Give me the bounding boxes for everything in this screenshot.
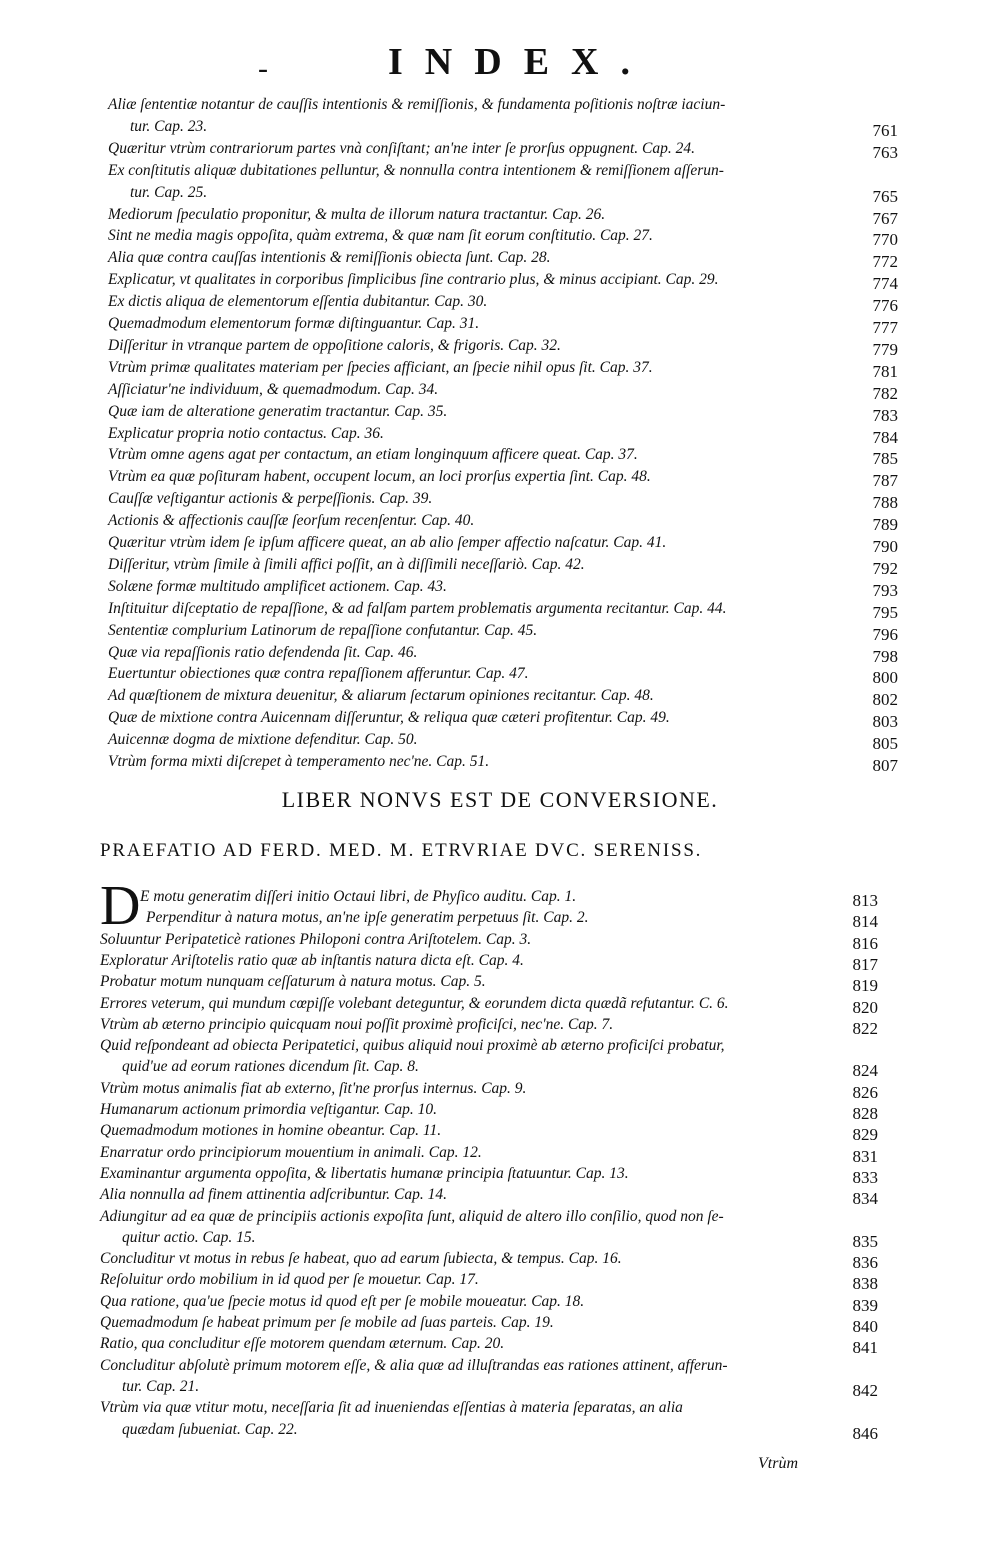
page-number: 841 — [852, 1338, 878, 1358]
index-entry-line: Inſtituitur diſceptatio de repaſſione, & ad falſam partem problematis argumenta recitantur. Cap. 44. — [108, 599, 727, 617]
preface-heading: PRAEFATIO AD FERD. MED. M. ETRVRIAE DVC. SERENISS. — [100, 840, 703, 861]
book-heading: LIBER NONVS EST DE CONVERSIONE. — [281, 787, 719, 812]
page-number: 777 — [872, 318, 898, 337]
page-number: 835 — [852, 1231, 878, 1251]
page-number: 813 — [852, 891, 878, 910]
page-number: 761 — [872, 120, 898, 140]
page-number: 824 — [852, 1061, 878, 1081]
index-entry-line: Vtrùm forma mixti diſcrepet à temperamento nec'ne. Cap. 51. — [108, 753, 490, 770]
page-number: 836 — [852, 1253, 878, 1273]
page-number: 772 — [872, 252, 898, 272]
index-entry-line: Quæ via repaſſionis ratio defendenda ſit. Cap. 46. — [108, 643, 418, 661]
page-number: 785 — [872, 449, 898, 469]
page-number: 834 — [852, 1189, 878, 1209]
index-entry-line: Euertuntur obiectiones quæ contra repaſſionem afferuntur. Cap. 47. — [108, 665, 529, 683]
index-entry-line: Concluditur abſolutè primum motorem eſſe, & alia quæ ad illuſtrandas eas rationes attinent, afferun- — [100, 1356, 728, 1374]
index-entry-line: Ex conſtitutis aliquæ dubitationes pelluntur, & nonnulla contra intentionem & remiſſionem aſſerun- — [108, 161, 724, 179]
page-number: 817 — [852, 954, 878, 974]
page-number: 774 — [872, 274, 898, 294]
index-entry-line: Qua ratione, qua'ue ſpecie motus id quod eſt per ſe mobile moueatur. Cap. 18. — [100, 1292, 585, 1310]
page-number: 796 — [872, 624, 898, 644]
index-entry-line: Explicatur propria notio contactus. Cap. 36. — [108, 424, 384, 442]
page-number: 765 — [872, 186, 898, 206]
page-number: 846 — [852, 1423, 878, 1443]
index-entry-line: Reſoluitur ordo mobilium in id quod per ſe mouetur. Cap. 17. — [100, 1271, 479, 1289]
index-entry-line: Cauſſæ veſtigantur actionis & perpeſſionis. Cap. 39. — [108, 490, 433, 508]
page-number: 779 — [872, 339, 898, 359]
index-entry-line: Aliæ ſententiæ notantur de cauſſis intentionis & remiſſionis, & fundamenta poſitionis noſtræ iaciun- — [108, 96, 726, 113]
dash-mark: - — [258, 52, 268, 85]
page-number: 839 — [852, 1295, 878, 1315]
index-entry-line: Vtrùm motus animalis fiat ab externo, ſit'ne prorſus internus. Cap. 9. — [100, 1079, 527, 1097]
index-entry-line: Examinantur argumenta oppoſita, & libertatis humanæ principia ſtatuuntur. Cap. 13. — [100, 1164, 629, 1182]
index-entry-line: Diſſeritur, vtrùm ſimile à ſimili affici poſſit, an à diſſimili neceſſariò. Cap. 42. — [108, 555, 585, 573]
page-number: 831 — [852, 1146, 878, 1166]
index-entry-line: Alia nonnulla ad finem attinentia adſcribuntur. Cap. 14. — [100, 1186, 448, 1204]
index-entry-line: Vtrùm via quæ vtitur motu, neceſſaria ſit ad inueniendas eſſentias à materia ſeparatas, an alia — [100, 1399, 683, 1417]
index-entry-continuation: tur. Cap. 21. — [122, 1377, 200, 1395]
page-number: 788 — [872, 493, 898, 513]
index-entry-line: Solæne formæ multitudo amplificet actionem. Cap. 43. — [108, 577, 447, 595]
index-entry-line: Alia quæ contra cauſſas intentionis & remiſſionis obiecta ſunt. Cap. 28. — [108, 249, 551, 267]
index-entry-line: Quæritur vtrùm idem ſe ipſum afficere queat, an ab alio ſemper affectio naſcatur. Cap. 41. — [108, 534, 667, 551]
index-entry-line: Quæritur vtrùm contrariorum partes vnà conſiſtant; an'ne inter ſe prorſus oppugnent. Cap. 24. — [108, 139, 695, 157]
page-number: 782 — [872, 383, 898, 403]
page-number: 784 — [872, 427, 898, 447]
page-number: 820 — [852, 997, 878, 1017]
index-entry-line: Ratio, qua concluditur eſſe motorem quendam æternum. Cap. 20. — [100, 1335, 505, 1353]
index-entry-line: Vtrùm ea quæ poſituram habent, occupent locum, an loci prorſus expertia ſint. Cap. 48. — [108, 468, 651, 486]
page-number: 826 — [852, 1082, 878, 1102]
index-entry-line: Probatur motum nunquam ceſſaturum à natura motus. Cap. 5. — [100, 973, 486, 991]
page-title: INDEX. — [388, 41, 652, 83]
index-entry-line: Exploratur Ariſtotelis ratio quæ ab inſtantis natura dicta eſt. Cap. 4. — [100, 951, 524, 969]
index-entry-line: Errores veterum, qui mundum cœpiſſe volebant deteguntur, & eorundem dicta quædã refutantur. C. 6. — [100, 994, 729, 1012]
page-number: 805 — [872, 734, 898, 754]
index-entry-line: E motu generatim diſſeri initio Octaui libri, de Phyſico auditu. Cap. 1. — [140, 888, 577, 905]
index-entry-line: Soluuntur Peripateticè rationes Philoponi contra Ariſtotelem. Cap. 3. — [100, 930, 532, 948]
page-number: 807 — [872, 756, 898, 775]
index-entry-line: Quemadmodum motiones in homine obeantur. Cap. 11. — [100, 1122, 442, 1140]
index-entry-line: Quemadmodum elementorum formæ diſtinguantur. Cap. 31. — [108, 315, 480, 332]
page-number: 816 — [852, 933, 878, 953]
page-number: 789 — [872, 515, 898, 535]
page-number: 776 — [872, 296, 898, 316]
page-number: 833 — [852, 1167, 878, 1187]
index-entry-line: Quemadmodum ſe habeat primum per ſe mobile ad ſuas parteis. Cap. 19. — [100, 1314, 554, 1331]
index-entry-line: Quæ iam de alteratione generatim tractantur. Cap. 35. — [108, 402, 448, 420]
index-entry-line: Ad quæſtionem de mixtura deuenitur, & aliarum ſectarum opiniones recitantur. Cap. 48. — [108, 687, 654, 705]
index-entry-continuation: quid'ue ad eorum rationes dicendum ſit. Cap. 8. — [122, 1058, 419, 1076]
index-entry-line: Mediorum ſpeculatio proponitur, & multa de illorum natura tractantur. Cap. 26. — [108, 205, 606, 223]
drop-cap: D — [100, 875, 141, 937]
index-entry-continuation: quædam ſubueniat. Cap. 22. — [122, 1420, 298, 1438]
index-entry-line: Diſſeritur in vtranque partem de oppoſitione caloris, & frigoris. Cap. 32. — [108, 336, 561, 354]
page-number: 814 — [852, 912, 878, 932]
index-entry-line: Quæ de mixtione contra Auicennam diſſeruntur, & reliqua quæ cæteri profitentur. Cap. 49. — [108, 709, 670, 727]
index-entry-line: Sint ne media magis oppoſita, quàm extrema, & quæ nam ſit eorum conſtitutio. Cap. 27. — [108, 227, 653, 245]
page-number: 828 — [852, 1104, 878, 1123]
page-number: 767 — [872, 208, 898, 228]
page-number: 800 — [872, 668, 898, 688]
page-number: 781 — [872, 361, 898, 381]
index-entry-line: Aſſiciatur'ne individuum, & quemadmodum. Cap. 34. — [108, 380, 439, 398]
page-number: 829 — [852, 1125, 878, 1145]
page-number: 819 — [852, 976, 878, 996]
index-entry-line: Vtrùm ab æterno principio quicquam noui poſſit proximè proficiſci, nec'ne. Cap. 7. — [100, 1015, 614, 1033]
page-number: 798 — [872, 646, 898, 666]
page-number: 803 — [872, 712, 898, 732]
index-entry-line: Actionis & affectionis cauſſæ ſeorſum recenſentur. Cap. 40. — [108, 512, 475, 530]
page-number: 838 — [852, 1274, 878, 1294]
page-number: 770 — [872, 230, 898, 250]
page-number: 802 — [872, 690, 898, 710]
page-number: 787 — [872, 471, 898, 491]
index-entry-line: Vtrùm omne agens agat per contactum, an etiam longinquum afficere queat. Cap. 37. — [108, 446, 638, 464]
index-entry-continuation: tur. Cap. 25. — [130, 183, 208, 201]
index-entry-line: Ex dictis aliqua de elementorum eſſentia dubitantur. Cap. 30. — [108, 293, 488, 311]
index-entry-continuation: quitur actio. Cap. 15. — [122, 1228, 256, 1246]
catchword: Vtrùm — [758, 1455, 798, 1472]
index-entry-line: Quid reſpondeant ad obiecta Peripatetici, quibus aliquid noui proximè ab æterno proficiſci probatur, — [100, 1037, 725, 1055]
index-entry-line: Enarratur ordo principiorum mouentium in animali. Cap. 12. — [100, 1143, 482, 1161]
index-entry-line: Vtrùm primæ qualitates materiam per ſpecies afficiant, an ſpecie nihil opus ſit. Cap. 37. — [108, 358, 653, 376]
index-entry-line: Explicatur, vt qualitates in corporibus ſimplicibus ſine contrario plus, & minus accipiant. Cap. 29. — [108, 271, 719, 289]
index-entry-line: Sententiæ complurium Latinorum de repaſſione confutantur. Cap. 45. — [108, 621, 538, 639]
index-entry-line: Adiungitur ad ea quæ de principiis actionis expoſita ſunt, aliquid de altero illo conſilio, quod non ſe- — [100, 1207, 724, 1225]
page-number: 790 — [872, 537, 898, 556]
index-entry-line: Perpenditur à natura motus, an'ne ipſe generatim perpetuus ſit. Cap. 2. — [146, 909, 589, 927]
page-number: 840 — [852, 1317, 878, 1336]
index-entry-line: Auicennæ dogma de mixtione defenditur. Cap. 50. — [108, 731, 418, 749]
page-number: 792 — [872, 558, 898, 578]
index-entry-continuation: tur. Cap. 23. — [130, 117, 208, 135]
page-number: 763 — [872, 142, 898, 162]
page-number: 822 — [852, 1018, 878, 1038]
page-number: 842 — [852, 1380, 878, 1400]
index-entry-line: Humanarum actionum primordia veſtigantur. Cap. 10. — [100, 1101, 437, 1118]
page-number: 793 — [872, 580, 898, 600]
page-number: 783 — [872, 405, 898, 425]
page-number: 795 — [872, 602, 898, 622]
index-entry-line: Concluditur vt motus in rebus ſe habeat, quo ad earum ſubiecta, & tempus. Cap. 16. — [100, 1250, 622, 1268]
